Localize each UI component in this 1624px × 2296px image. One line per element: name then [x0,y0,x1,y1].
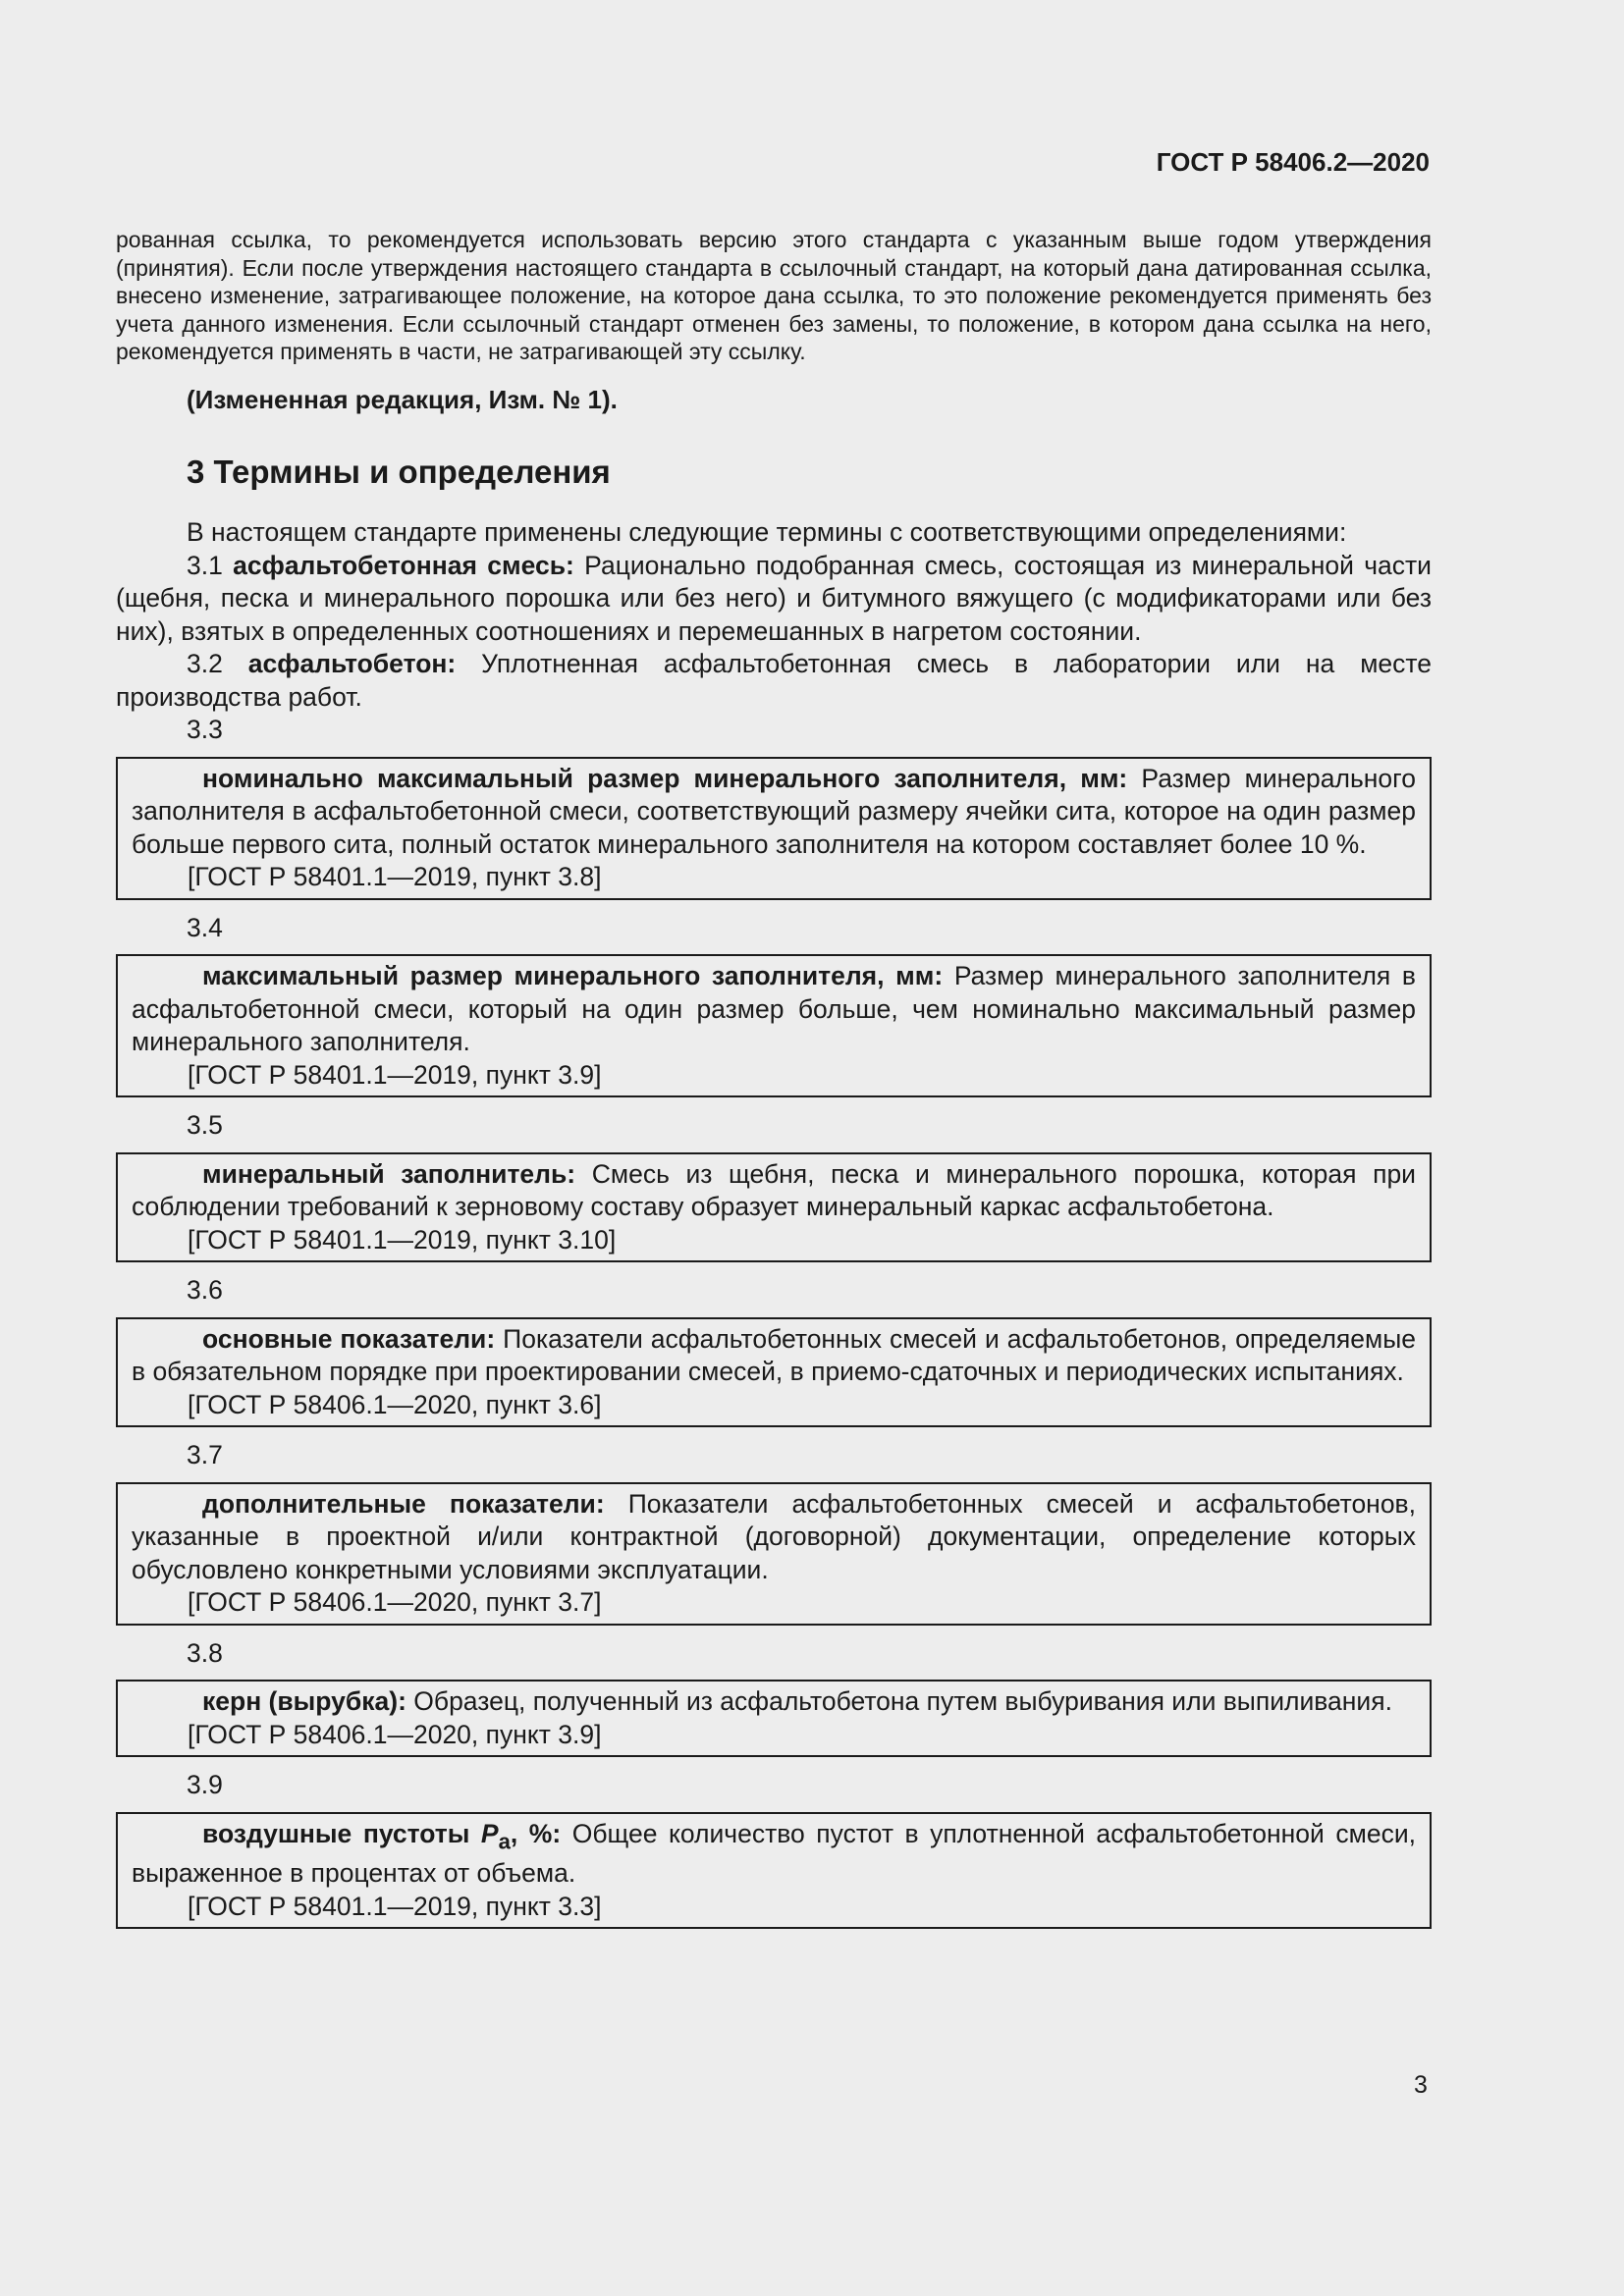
term-3-1: 3.1 асфальтобетонная смесь: Рационально подобранная смесь, состоящая из минеральной части (щебня, песка и минерального порошка или без него) и битумного вяжущего (с модификаторами или без них), взятых в определенных соотношениях и перемешанных в нагретом состоянии. [116,550,1432,646]
term-name: максимальный размер минерального заполнителя, мм: [202,961,944,990]
amendment-note: (Измененная редакция, Изм. № 1). [187,385,618,414]
term-number: 3.4 [187,912,223,942]
term-definition: Размер минерального заполнителя в асфальтобетонной смеси, который на один размер больше, чем номинально максимальный размер минерального заполнителя. [132,961,1416,1056]
term-box [116,1482,1432,1626]
term-box [116,1680,1432,1757]
standard-code-header: ГОСТ Р 58406.2—2020 [1156,147,1430,177]
term-name: воздушные пустоты $P_а$, %: [202,1818,562,1853]
term-definition: Размер минерального заполнителя в асфальтобетонной смеси, соответствующий размеру ячейки сита, которое на один размер больше первого сита, полный остаток минерального заполнителя на котором составляет более 10 %. [132,763,1416,859]
term-name: асфальтобетонная смесь: [233,550,574,580]
term-definition: Общее количество пустот в уплотненной асфальтобетонной смеси, выраженное в процентах от объема. [132,1818,1416,1889]
term-reference: [ГОСТ Р 58406.1—2020, пункт 3.6] [188,1389,602,1419]
term-box [116,757,1432,900]
term-definition: Показатели асфальтобетонных смесей и асфальтобетонов, указанные в проектной и/или контрактной (договорной) документации, определение которых обусловлено конкретными условиями эксплуатации. [132,1488,1416,1584]
intro-paragraph: рованная ссылка, то рекомендуется использовать версию этого стандарта с указанным выше годом утверждения (принятия). Если после утверждения настоящего стандарта в ссылочный стандарт, на который дана датированная ссылка, внесено изменение, затрагивающее положение, на которое дана ссылка, то это положение рекомендуется применять без учета данного изменения. Если ссылочный стандарт отменен без замены, то положение, в котором дана ссылка на него, рекомендуется применять в части, не затрагивающей эту ссылку. [116,227,1432,364]
term-reference: [ГОСТ Р 58401.1—2019, пункт 3.10] [188,1224,617,1255]
term-definition: Рационально подобранная смесь, состоящая из минеральной части (щебня, песка и минерального порошка или без него) и битумного вяжущего (с модификаторами или без них), взятых в определенных соотношениях и перемешанных в нагретом состоянии. [116,550,1432,646]
term-box [116,1812,1432,1930]
term-definition: Образец, полученный из асфальтобетона путем выбуривания или выпиливания. [413,1686,1392,1716]
term-name: основные показатели: [202,1323,496,1354]
term-definition: Показатели асфальтобетонных смесей и асфальтобетонов, определяемые в обязательном порядке при проектировании смесей, в приемо-сдаточных и периодических испытаниях. [132,1323,1416,1386]
term-reference: [ГОСТ Р 58406.1—2020, пункт 3.9] [188,1719,602,1749]
term-reference: [ГОСТ Р 58401.1—2019, пункт 3.8] [188,862,602,891]
term-3-2: 3.2 асфальтобетон: Уплотненная асфальтобетонная смесь в лаборатории или на месте производства работ. [116,649,1432,712]
section-intro: В настоящем стандарте применены следующие термины с соответствующими определениями: [187,517,1347,547]
term-name: номинально максимальный размер минерального заполнителя, мм: [202,763,1128,793]
term-reference: [ГОСТ Р 58401.1—2019, пункт 3.9] [188,1059,602,1090]
term-name: асфальтобетон: [247,649,457,678]
term-number: 3.6 [187,1275,223,1305]
term-reference: [ГОСТ Р 58401.1—2019, пункт 3.3] [188,1891,602,1921]
page-number: 3 [1414,2071,1428,2099]
term-name: минеральный заполнитель: [202,1158,576,1189]
terms-list [116,516,1432,1941]
section-title: 3 Термины и определения [187,454,611,490]
term-number: 3.8 [187,1637,223,1668]
term-definition: Уплотненная асфальтобетонная смесь в лаборатории или на месте производства работ. [116,649,1432,712]
term-definition: Смесь из щебня, песка и минерального порошка, которая при соблюдении требований к зерновому составу образует минеральный каркас асфальтобетона. [132,1158,1416,1221]
term-number: 3.7 [187,1440,223,1469]
term-number: 3.9 [187,1770,223,1799]
term-number: 3.3 [187,715,223,744]
term-box [116,1152,1432,1263]
term-box [116,1317,1432,1428]
term-reference: [ГОСТ Р 58406.1—2020, пункт 3.7] [188,1587,602,1617]
term-number: 3.5 [187,1110,223,1140]
term-name: керн (вырубка): [202,1686,406,1716]
term-box [116,954,1432,1097]
term-name: дополнительные показатели: [202,1488,605,1519]
